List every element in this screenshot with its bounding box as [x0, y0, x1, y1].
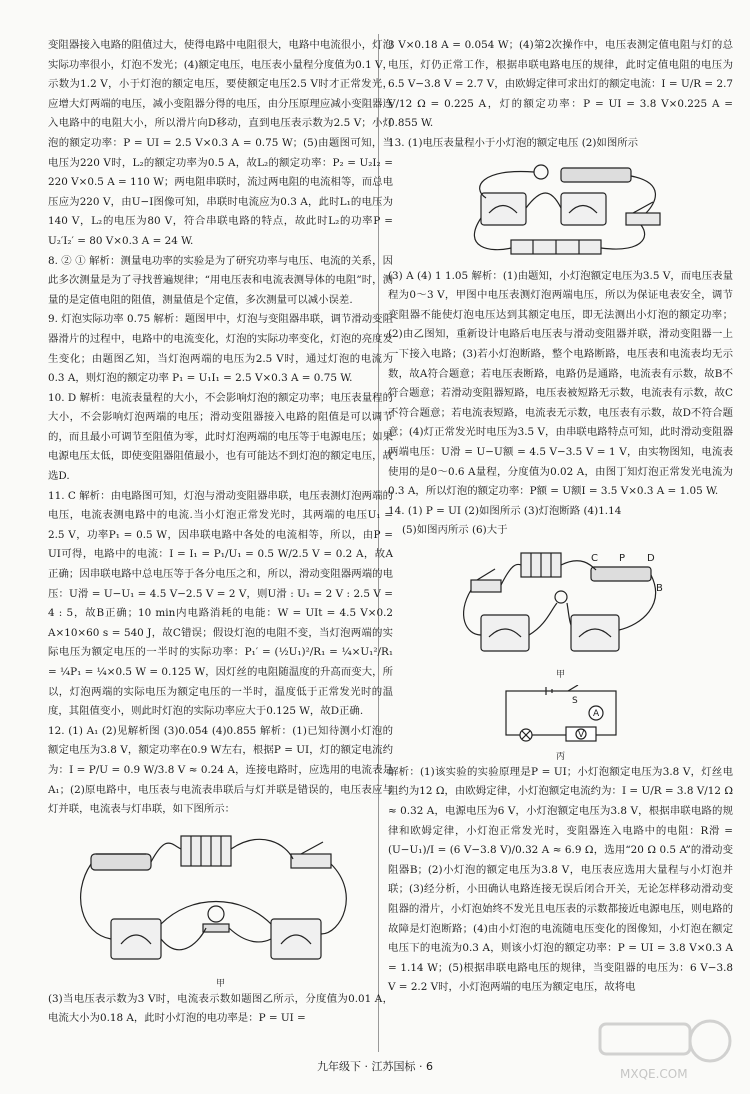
circuit-figure-14-jia	[451, 545, 671, 665]
watermark-logo	[590, 1016, 740, 1086]
question-8: 8. ② ① 解析：测量电功率的实验是为了研究功率与电压、电流的关系，因此多次测量是为了寻找普遍规律；“用电压表和电流表测导体的电阻”时，测量的是定值电阻的阻值，测量值是个定值，多次测量可以减小误差.	[48, 254, 393, 306]
question-9: 9. 灯泡实际功率 0.75 解析：题图甲中，灯泡与变阻器串联，调节滑动变阻器滑片的过程中，电路中的电流变化，灯泡的实际功率变化，灯泡的亮度发生变化；由题图乙知，当灯泡两端的电压为2.5 V时，通过灯泡的电流为0.3 A，则灯泡的额定功率 P₁ = U₁I₁ = 2.5 V×0.3 A = 0.75 W.	[48, 313, 393, 385]
label-C: C	[590, 552, 598, 564]
label-B: B	[655, 582, 663, 594]
question-14: 14. (1) P = UI (2)如图所示 (3)灯泡断路 (4)1.14	[388, 504, 622, 517]
label-D: D	[646, 552, 655, 564]
paragraph: (3)当电压表示数为3 V时，电流表示数如题图乙所示，分度值为0.01 A，电流大小为0.18 A，此时小灯泡的电功率是：P = UI =	[48, 992, 393, 1025]
label-V: V	[577, 729, 584, 740]
figure-caption: 甲	[555, 669, 565, 680]
circuit-figure-14-bing	[486, 685, 636, 747]
paragraph: 3 V×0.18 A = 0.054 W；(4)第2次操作中，电压表测定值电阻与灯的总电压，灯仍正常工作，根据串联电路电压的规律，此时定值电阻的电压为6.5 V−3.8 V = 2.7 V，由欧姆定律可求出灯的额定电流：I = U/R = 2.7 V/12 Ω = 0.225 A，灯的额定功率：P = UI = 3.8 V×0.225 A = 0.855 W.	[388, 39, 733, 130]
paragraph: (3) A (4) 1 1.05 解析：(1)由题知，小灯泡额定电压为3.5 V，而电压表量程为0～3 V，甲图中电压表测灯泡两端电压，所以为保证电表安全，调节变阻器不能使灯泡电压达到其额定电压，即无法测出小灯泡的额定功率；(2)由乙图知，重新设计电路后电压表与滑动变阻器并联，滑动变阻器一上一下接入电路；(3)若小灯泡断路，整个电路断路，电压表和电流表均无示数，故A符合题意；若电压表断路，电路仍是通路，电流表有示数，故B不符合题意；若滑动变阻器短路，电压表被短路无示数，电流表有示数，故C不符合题意；若电流表短路，电流表无示数，电压表有示数，故D不符合题意；(4)灯正常发光时电压为3.5 V，由串联电路特点可知，此时滑动变阻器两端电压：U滑 = U−U额 = 4.5 V−3.5 V = 1 V，由实物图知，电流表使用的是0～0.6 A量程，分度值为0.02 A，由图丁知灯泡正常发光电流为0.3 A，所以灯泡的额定功率：P额 = U额I = 3.5 V×0.3 A = 1.05 W.	[388, 269, 733, 498]
right-column	[388, 36, 733, 998]
label-A: A	[592, 708, 599, 719]
left-column	[48, 36, 393, 1029]
page-footer: 九年级下 · 江苏国标 · 6	[317, 1060, 433, 1073]
figure-caption: 甲	[215, 978, 225, 989]
label-S: S	[571, 695, 578, 706]
paragraph: 解析：(1)该实验的实验原理是P = UI；小灯泡额定电压为3.8 V，灯丝电阻约为12 Ω，由欧姆定律，小灯泡额定电流约为：I = U/R = 3.8 V/12 Ω ≈ 0.32 A，电源电压为6 V，小灯泡额定电压为3.8 V，根据串联电路的规律和欧姆定律，小灯泡正常发光时，变阻器连入电路中的电阻：R滑 = (U−U₁)/I = (6 V−3.8 V)/0.32 A ≈ 6.9 Ω，选用“20 Ω 0.5 A”的滑动变阻器B；(2)小灯泡的额定电压为3.8 V，电压表应选用大量程与小灯泡并联；(3)经分析，小田确认电路连接无误后闭合开关，无论怎样移动滑动变阻器的滑片，小灯泡始终不发光且电压表的示数都接近电源电压，则电路的故障是灯泡断路；(4)由小灯泡的电流随电压变化的图像知，小灯泡在额定电压下的电流为0.3 A，则该小灯泡的额定功率：P = UI = 3.8 V×0.3 A = 1.14 W；(5)根据串联电路电压的规律，当变阻器的电压为：6 V−3.8 V = 2.2 V时，小灯泡两端的电压为额定电压，故将电	[388, 765, 733, 994]
circuit-figure-13	[441, 158, 681, 263]
label-P: P	[618, 552, 625, 564]
watermark-text: MXQE.COM	[620, 1067, 688, 1081]
question-14-continued: (5)如图丙所示 (6)大于	[402, 524, 508, 537]
question-11: 11. C 解析：由电路图可知，灯泡与滑动变阻器串联，电压表测灯泡两端的电压，电流表测电路中的电流.当小灯泡正常发光时，其两端的电压U₁ = 2.5 V，功率P₁ = 0.5 W，因串联电路中各处的电流相等，所以，由P = UI可得，电路中的电流：I = I₁ = P₁/U₁ = 0.5 W/2.5 V = 0.2 A，故A正确；因串联电路中总电压等于各分电压之和，所以，滑动变阻器两端的电压：U滑 = U−U₁ = 4.5 V−2.5 V = 2 V，则U滑 : U₁ = 2 V : 2.5 V = 4 : 5，故B正确；10 min内电路消耗的电能：W = UIt = 4.5 V×0.2 A×10×60 s = 540 J，故C错误；假设灯泡的电阻不变，当灯泡两端的实际电压为额定电压的一半时的实际功率：P₁′ = (½U₁)²/R₁ = ¼×U₁²/R₁ = ¼P₁ = ¼×0.5 W = 0.125 W，因灯丝的电阻随温度的升高而变大，所以，灯泡两端的实际电压为额定电压的一半时，温度低于正常发光时的温度，其阻值变小，则此时灯泡的实际功率应大于0.125 W，故D正确.	[48, 489, 393, 718]
figure-caption: 丙	[555, 751, 565, 762]
question-13: 13. (1)电压表量程小于小灯泡的额定电压 (2)如图所示	[388, 136, 638, 149]
question-10: 10. D 解析：电流表量程的大小，不会影响灯泡的额定功率；电压表量程的大小，不会影响灯泡两端的电压；滑动变阻器接入电路的阻值是可以调节的，而且最小可调节至阻值为零，此时灯泡两端的电压等于电源电压；如果电源电压太低，即使变阻器阻值最小，也有可能达不到灯泡的额定电压，故选D.	[48, 391, 393, 483]
circuit-figure-12	[71, 824, 371, 974]
question-12: 12. (1) A₁ (2)见解析图 (3)0.054 (4)0.855 解析：(1)已知待测小灯泡的额定电压为3.8 V，额定功率在0.9 W左右，根据P = UI，灯的额定电流约为：I = P/U = 0.9 W/3.8 V ≈ 0.24 A，连接电路时，应选用的电流表是A₁；(2)原电路中，电压表与电流表串联后与灯并联是错误的，电压表应与灯并联，电流表与灯串联，如下图所示：	[48, 724, 393, 816]
paragraph: 变阻器接入电路的阻值过大，使得电路中电阻很大，电路中电流很小，灯泡实际功率很小，灯泡不发光；(4)额定电压，电压表小量程分度值为0.1 V，示数为1.2 V，小于灯泡的额定电压，要使额定电压2.5 V时才正常发光，应增大灯两端的电压，减小变阻器分得的电压，由分压原理应减小变阻器连入电路中的电阻大小，所以滑片向D移动，直到电压表示数为2.5 V；小灯泡的额定功率：P = UI = 2.5 V×0.3 A = 0.75 W；(5)由题图可知，当电压为220 V时，L₂的额定功率为0.5 A，故L₂的额定功率：P₂ = U₂I₂ = 220 V×0.5 A = 110 W；两电阻串联时，流过两电阻的电流相等，而总电压应为220 V，由U−I图像可知，串联时电流应为0.3 A，此时L₁的电压为140 V，L₂的电压为80 V，符合串联电路的特点，故此时L₂的功率P = U₂′I₂′ = 80 V×0.3 A = 24 W.	[48, 39, 393, 247]
